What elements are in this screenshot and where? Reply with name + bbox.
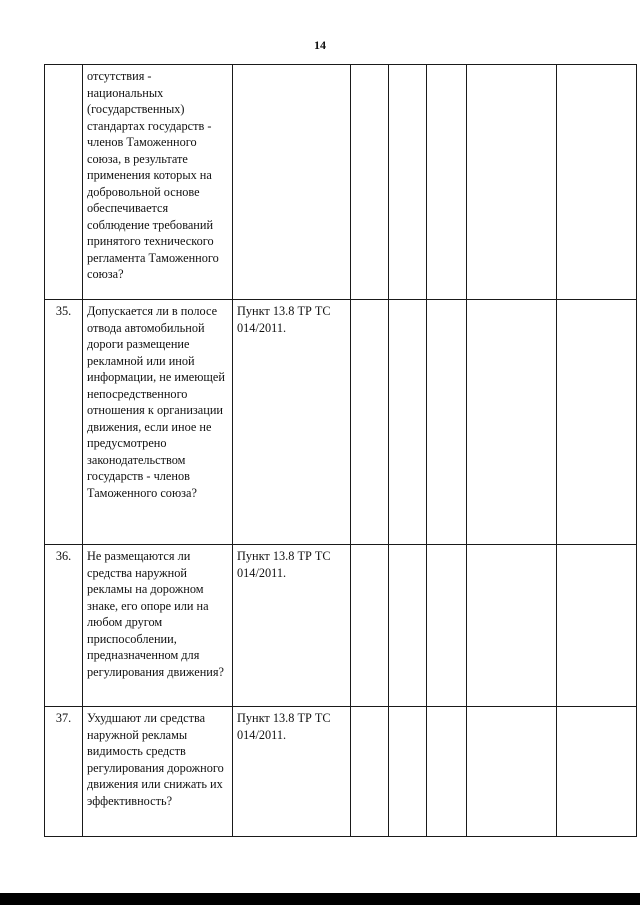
page-number: 14 (314, 38, 326, 52)
row-number: 36. (45, 545, 83, 707)
table-row (45, 300, 637, 545)
remark-cell (557, 545, 637, 707)
reference-cell: Пункт 13.8 ТР ТС 014/2011. (233, 545, 351, 707)
answer-cell-na (427, 707, 467, 837)
answer-cell-no (389, 545, 427, 707)
answer-cell-na (427, 545, 467, 707)
answer-cell-yes (351, 545, 389, 707)
question-cell: отсутствия - национальных (государственных) стандартах государств - членов Таможенного союза, в результате применения которых на добровольной основе обеспечивается соблюдение требований принятого технического регламента Таможенного союза? (83, 65, 233, 300)
reference-cell: Пункт 13.8 ТР ТС 014/2011. (233, 300, 351, 545)
table-row (45, 65, 637, 300)
reference-cell: Пункт 13.8 ТР ТС 014/2011. (233, 707, 351, 837)
remark-cell (557, 300, 637, 545)
note-cell (467, 65, 557, 300)
answer-cell-na (427, 300, 467, 545)
question-cell: Ухудшают ли средства наружной рекламы видимость средств регулирования дорожного движения или снижать их эффективность? (83, 707, 233, 837)
answer-cell-no (389, 707, 427, 837)
question-cell: Допускается ли в полосе отвода автомобильной дороги размещение рекламной или иной информации, не имеющей непосредственного отношения к организации движения, если иное не предусмотрено законодательством государств - членов Таможенного союза? (83, 300, 233, 545)
remark-cell (557, 707, 637, 837)
row-number (45, 65, 83, 300)
answer-cell-na (427, 65, 467, 300)
note-cell (467, 707, 557, 837)
row-number: 37. (45, 707, 83, 837)
answer-cell-yes (351, 65, 389, 300)
answer-cell-yes (351, 707, 389, 837)
table-row (45, 545, 637, 707)
question-cell: Не размещаются ли средства наружной рекламы на дорожном знаке, его опоре или на любом другом приспособлении, предназначенном для регулирования движения? (83, 545, 233, 707)
note-cell (467, 545, 557, 707)
answer-cell-no (389, 300, 427, 545)
answer-cell-yes (351, 300, 389, 545)
note-cell (467, 300, 557, 545)
reference-cell (233, 65, 351, 300)
answer-cell-no (389, 65, 427, 300)
row-number: 35. (45, 300, 83, 545)
remark-cell (557, 65, 637, 300)
checklist-table (44, 64, 637, 837)
table-row (45, 707, 637, 837)
scan-edge-band (0, 893, 640, 905)
